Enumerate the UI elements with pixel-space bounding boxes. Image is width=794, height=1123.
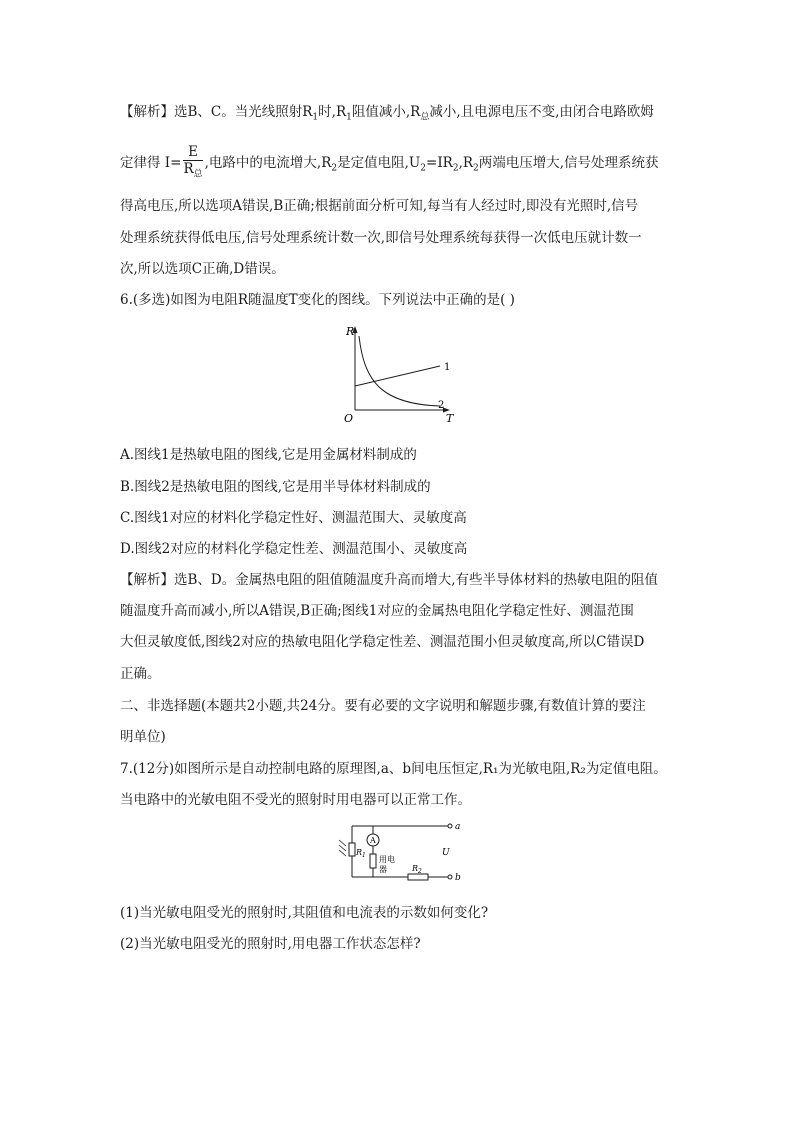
solution-5-line-5: 次,所以选项C正确,D错误。 bbox=[120, 261, 285, 277]
solution-5-line-4: 处理系统获得低电压,信号处理系统计数一次,即信号处理系统每获得一次低电压就计数一 bbox=[120, 230, 642, 246]
question-7-stem-line-1: 7.(12分)如图所示是自动控制电路的原理图,a、b间电压恒定,R₁为光敏电阻,R₂为定值电阻。 bbox=[120, 761, 667, 777]
section-2-heading-line-2: 明单位) bbox=[120, 729, 166, 745]
auto-control-circuit-diagram bbox=[336, 816, 468, 886]
solution-6-line-4: 正确。 bbox=[120, 666, 161, 682]
line-1-label: 1 bbox=[444, 362, 451, 373]
voltage-label: U bbox=[442, 848, 450, 858]
ammeter-label: A bbox=[370, 836, 376, 845]
appliance-label-2: 器 bbox=[379, 865, 387, 874]
solution-6-line-1: 【解析】选B、D。金属热电阻的阻值随温度升高而增大,有些半导体材料的热敏电阻的阻值 bbox=[120, 572, 659, 588]
option-a: A.图线1是热敏电阻的图线,它是用金属材料制成的 bbox=[120, 447, 417, 463]
terminal-a bbox=[448, 824, 452, 828]
y-axis-label: R bbox=[346, 325, 355, 338]
light-rays-icon bbox=[339, 840, 346, 856]
x-axis-label: T bbox=[446, 412, 454, 425]
solution-5-line-2: 定律得 I= $\frac{E}{R_总}$ ,电路中的电流增大$,R_2$是定值电阻$,U_2=IR_2,R_2$两端电压增大,信号处理系统获 bbox=[120, 144, 680, 183]
photoresistor-r1 bbox=[349, 843, 355, 856]
origin-label: O bbox=[344, 412, 354, 425]
solution-5-line-3: 得高电压,所以选项A错误,B正确;根据前面分析可知,每当有人经过时,即没有光照时,信号 bbox=[120, 198, 639, 214]
section-2-heading-line-1: 二、非选择题(本题共2小题,共24分。要有必要的文字说明和解题步骤,有数值计算的要注 bbox=[120, 698, 646, 714]
question-6-stem: 6.(多选)如图为电阻R随温度T变化的图线。下列说法中正确的是( ) bbox=[120, 292, 515, 308]
terminal-a-label: a bbox=[455, 822, 461, 832]
option-c: C.图线1对应的材料化学稳定性好、测温范围大、灵敏度高 bbox=[120, 510, 467, 526]
question-7-sub-1: (1)当光敏电阻受光的照射时,其阻值和电流表的示数如何变化? bbox=[120, 905, 489, 921]
solution-5-line-1: 【解析】选B、C。当光线照射$R_1$时$,R_1$阻值减小$,R_总$减小,且电源电压不变,由闭合电路欧姆 bbox=[120, 104, 654, 123]
appliance-label-1: 用电 bbox=[379, 855, 395, 864]
solution-6-line-2: 随温度升高而减小,所以A错误,B正确;图线1对应的金属热电阻化学稳定性好、测温范围 bbox=[120, 603, 634, 619]
option-d: D.图线2对应的材料化学稳定性差、测温范围小、灵敏度高 bbox=[120, 541, 468, 557]
question-7-stem-line-2: 当电路中的光敏电阻不受光的照射时用电器可以正常工作。 bbox=[120, 792, 471, 808]
question-7-sub-2: (2)当光敏电阻受光的照射时,用电器工作状态怎样? bbox=[120, 936, 421, 952]
r2-label: $R_2$ bbox=[412, 864, 422, 875]
fraction-e-over-r: $\frac{E}{R_总}$ bbox=[183, 144, 203, 180]
solution-6-line-3: 大但灵敏度低,图线2对应的热敏电阻化学稳定性差、测温范围小但灵敏度高,所以C错误D bbox=[120, 634, 645, 650]
line-2-label: 2 bbox=[438, 400, 445, 411]
option-b: B.图线2是热敏电阻的图线,它是用半导体材料制成的 bbox=[120, 479, 431, 495]
r1-label: $R_1$ bbox=[356, 848, 366, 859]
graph-line-1 bbox=[355, 366, 440, 386]
resistance-temperature-graph bbox=[318, 322, 458, 426]
graph-line-2 bbox=[359, 336, 440, 406]
terminal-b bbox=[448, 875, 452, 879]
terminal-b-label: b bbox=[455, 873, 461, 883]
appliance bbox=[370, 854, 376, 868]
